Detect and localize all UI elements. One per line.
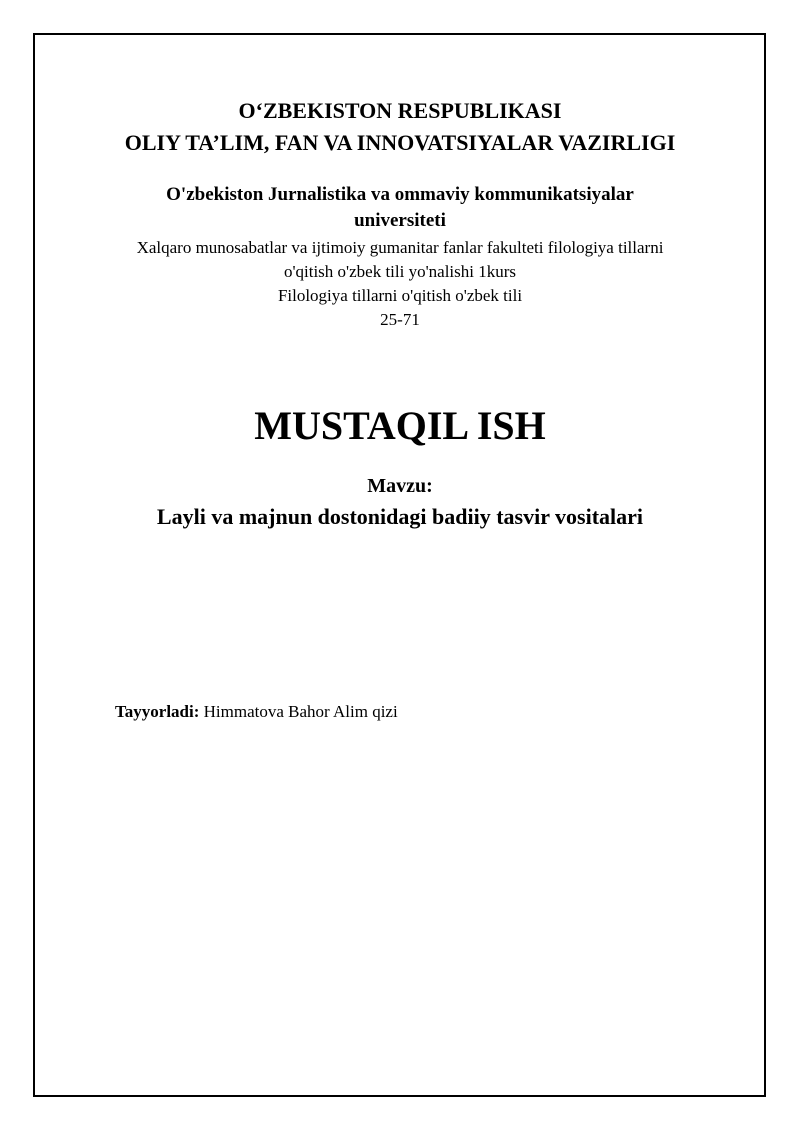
ministry-heading (0, 95, 800, 159)
ministry-line-1: O‘ZBEKISTON RESPUBLIKASI (238, 98, 562, 123)
university-name: O'zbekiston Jurnalistika va ommaviy kommunikatsiyalar universiteti (166, 184, 634, 231)
topic-label: Mavzu: (367, 475, 433, 497)
faculty-line-3: Filologiya tillarni o'qitish o'zbek tili (277, 286, 523, 305)
ministry-line-2: OLIY TA’LIM, FAN VA INNOVATSIYALAR VAZIRLIGI (124, 130, 676, 155)
document-title: MUSTAQIL ISH (254, 403, 546, 448)
faculty-info (0, 236, 800, 332)
faculty-line-2: o'qitish o'zbek tili yo'nalishi 1kurs (283, 262, 517, 281)
author-line (115, 700, 398, 724)
author-name: Himmatova Bahor Alim qizi (203, 702, 398, 721)
author-label: Tayyorladi: (115, 702, 200, 721)
faculty-line-1: Xalqaro munosabatlar va ijtimoiy gumanitar fanlar fakulteti filologiya tillarni (136, 238, 664, 257)
group-number: 25-71 (380, 310, 420, 329)
topic-text: Layli va majnun dostonidagi badiiy tasvir vositalari (156, 504, 644, 529)
